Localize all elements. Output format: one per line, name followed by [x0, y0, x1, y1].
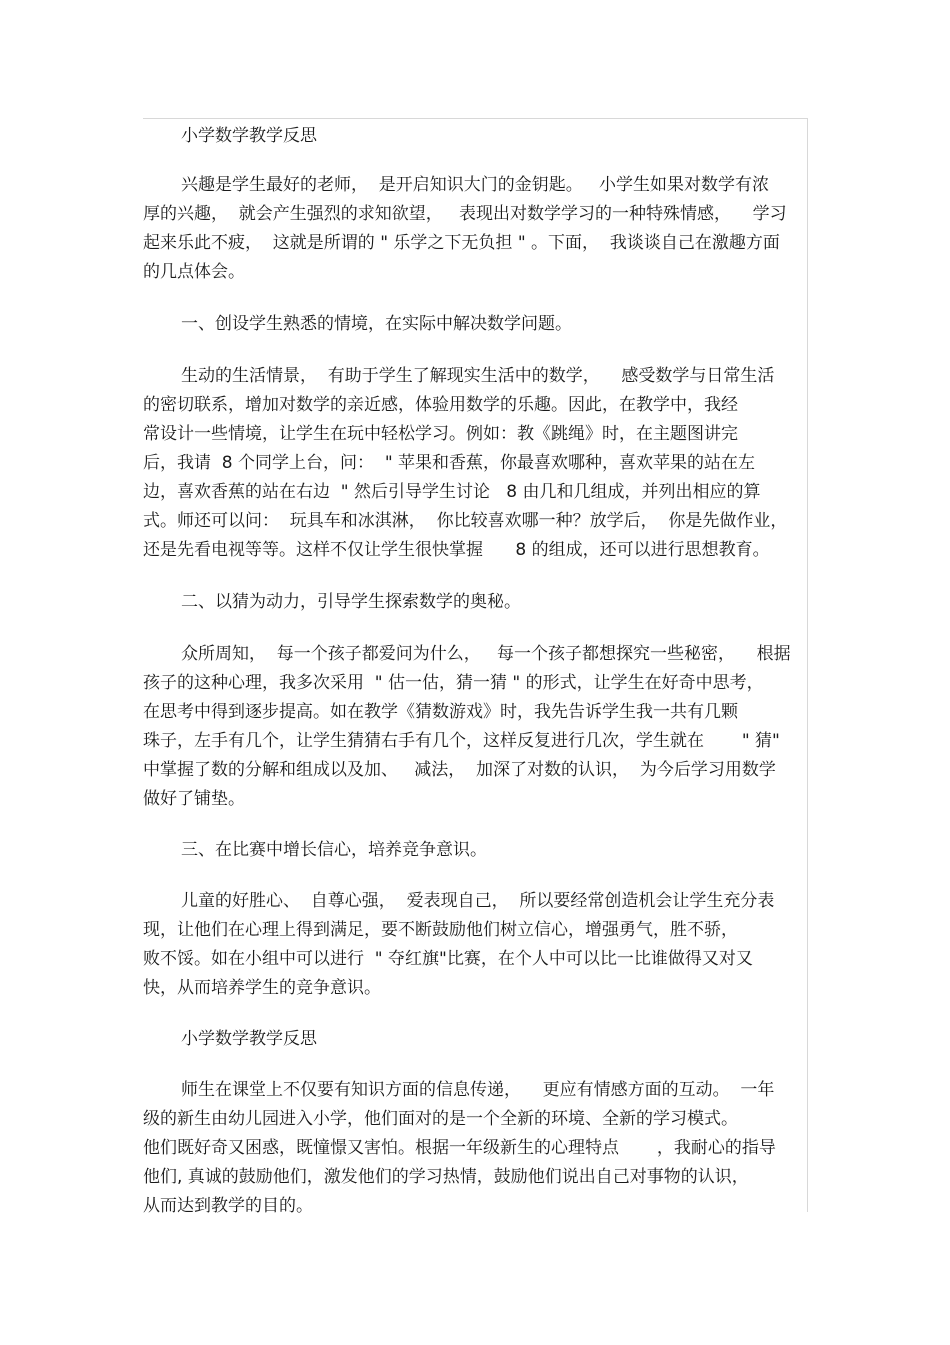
paragraph-line: 厚的兴趣， 就会产生强烈的求知欲望， 表现出对数学学习的一种特殊情感， 学习: [143, 204, 787, 224]
paragraph-line: 他们, 真诚的鼓励他们，激发他们的学习热情，鼓励他们说出自己对事物的认识，: [143, 1167, 749, 1187]
paragraph-line: 级的新生由幼儿园进入小学，他们面对的是一个全新的环境、全新的学习模式。: [143, 1109, 738, 1129]
paragraph-line: 败不馁。如在小组中可以进行 " 夺红旗"比赛，在个人中可以比一比谁做得又对又: [143, 949, 753, 969]
paragraph-line: 边，喜欢香蕉的站在右边 " 然后引导学生讨论 8 由几和几组成，并列出相应的算: [143, 482, 761, 502]
section-heading: 二、以猜为动力，引导学生探索数学的奥秘。: [181, 592, 521, 612]
paragraph-line: 的几点体会。: [143, 262, 245, 282]
paragraph-line: 后，我请 8 个同学上台，问： " 苹果和香蕉，你最喜欢哪种，喜欢苹果的站在左: [143, 453, 756, 473]
paragraph-line: 生动的生活情景， 有助于学生了解现实生活中的数学， 感受数学与日常生活: [181, 366, 775, 386]
paragraph-line: 常设计一些情境，让学生在玩中轻松学习。例如：教《跳绳》时，在主题图讲完: [143, 424, 738, 444]
document-title: 小学数学教学反思: [181, 126, 317, 146]
paragraph-line: 做好了铺垫。: [143, 789, 245, 809]
paragraph-line: 快，从而培养学生的竞争意识。: [143, 978, 381, 998]
paragraph-line: 在思考中得到逐步提高。如在教学《猜数游戏》时，我先告诉学生我一共有几颗: [143, 702, 738, 722]
paragraph-line: 儿童的好胜心、 自尊心强， 爱表现自己， 所以要经常创造机会让学生充分表: [181, 891, 775, 911]
section-heading: 三、在比赛中增长信心，培养竞争意识。: [181, 840, 487, 860]
paragraph-line: 孩子的这种心理，我多次采用 " 估一估，猜一猜 " 的形式，让学生在好奇中思考，: [143, 673, 764, 693]
paragraph-line: 众所周知， 每一个孩子都爱问为什么， 每一个孩子都想探究一些秘密， 根据: [181, 644, 791, 664]
paragraph-line: 式。师还可以问： 玩具车和冰淇淋， 你比较喜欢哪一种？放学后， 你是先做作业，: [143, 511, 788, 531]
paragraph-line: 现，让他们在心理上得到满足，要不断鼓励他们树立信心，增强勇气，胜不骄，: [143, 920, 738, 940]
paragraph-line: 师生在课堂上不仅要有知识方面的信息传递， 更应有情感方面的互动。 一年: [181, 1080, 775, 1100]
paragraph-line: 他们既好奇又困惑，既憧憬又害怕。根据一年级新生的心理特点 ，我耐心的指导: [143, 1138, 776, 1158]
paragraph-line: 珠子，左手有几个，让学生猜猜右手有几个，这样反复进行几次，学生就在 " 猜": [143, 731, 780, 751]
paragraph-line: 兴趣是学生最好的老师， 是开启知识大门的金钥匙。 小学生如果对数学有浓: [181, 175, 770, 195]
document-title: 小学数学教学反思: [181, 1029, 317, 1049]
paragraph-line: 还是先看电视等等。这样不仅让学生很快掌握 8 的组成，还可以进行思想教育。: [143, 540, 770, 560]
paragraph-line: 起来乐此不疲， 这就是所谓的 " 乐学之下无负担 " 。下面， 我谈谈自己在激趣方面: [143, 233, 780, 253]
section-heading: 一、创设学生熟悉的情境，在实际中解决数学问题。: [181, 314, 572, 334]
paragraph-line: 的密切联系，增加对数学的亲近感，体验用数学的乐趣。因此，在教学中，我经: [143, 395, 738, 415]
paragraph-line: 从而达到教学的目的。: [143, 1196, 313, 1216]
paragraph-line: 中掌握了数的分解和组成以及加、 减法， 加深了对数的认识， 为今后学习用数学: [143, 760, 776, 780]
